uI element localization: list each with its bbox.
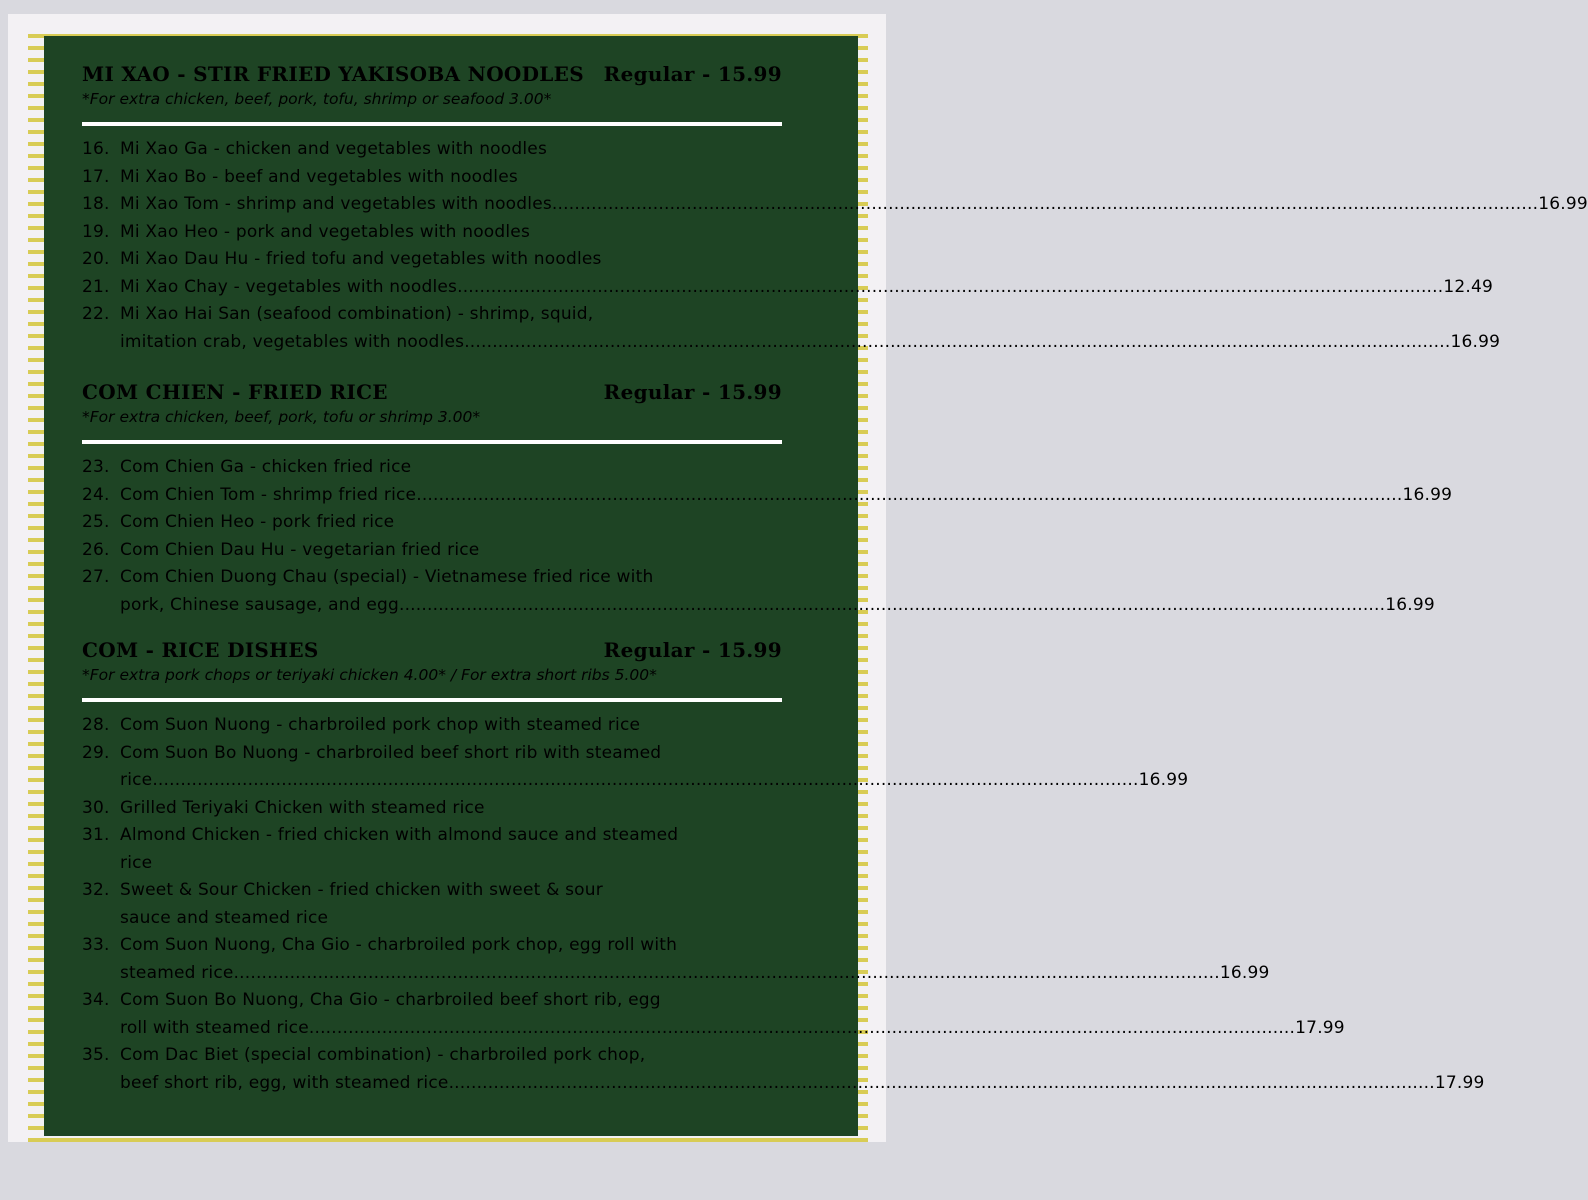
- item-price: 16.99: [1402, 484, 1453, 505]
- item-name: Com Chien Heo - pork fried rice: [120, 512, 395, 532]
- item-description: pork, Chinese sausage, and egg: [120, 594, 399, 615]
- section-header: [82, 638, 782, 662]
- item-price: 12.49: [1443, 276, 1494, 297]
- section-title: MI XAO - STIR FRIED YAKISOBA NOODLES: [82, 62, 584, 86]
- menu-item: [82, 877, 782, 932]
- item-description: Com Dac Biet (special combination) - charbroiled pork chop,: [120, 1045, 646, 1065]
- item-price: 16.99: [1385, 594, 1435, 615]
- item-list: [82, 136, 1588, 356]
- item-number: 34.: [82, 990, 110, 1010]
- item-number: 35.: [82, 1045, 110, 1065]
- section-divider: [82, 440, 782, 444]
- item-name: Mi Xao Tom - shrimp and vegetables with noodles: [120, 194, 552, 214]
- section-note: *For extra chicken, beef, pork, tofu or shrimp 3.00*: [82, 408, 481, 426]
- menu-item: [82, 740, 1189, 795]
- item-number: 32.: [82, 880, 110, 900]
- item-number: 19.: [82, 221, 110, 242]
- section-title: COM - RICE DISHES: [82, 638, 319, 662]
- menu-item: [82, 482, 1453, 510]
- item-number: 33.: [82, 935, 110, 955]
- menu-item: [82, 164, 782, 192]
- item-list: [82, 454, 1453, 619]
- item-description: Mi Xao Hai San (seafood combination) - shrimp, squid,: [120, 304, 594, 324]
- item-price: 16.99: [1219, 962, 1270, 983]
- item-name: Mi Xao Heo - pork and vegetables with noodles: [120, 221, 531, 242]
- menu-item: [82, 136, 782, 164]
- menu-item: [82, 564, 1435, 619]
- item-number: 20.: [82, 249, 110, 269]
- section-header: [82, 62, 782, 86]
- menu-item: [82, 274, 1494, 302]
- item-price: 16.99: [1538, 194, 1588, 214]
- item-price: 17.99: [1434, 1072, 1485, 1093]
- menu-item: [82, 932, 1270, 987]
- item-description: Com Suon Bo Nuong - charbroiled beef short rib with steamed: [120, 742, 662, 763]
- menu-item: [82, 246, 782, 274]
- item-list: [82, 712, 1485, 1097]
- item-number: 29.: [82, 742, 110, 763]
- item-name: Mi Xao Bo - beef and vegetables with noodles: [120, 166, 518, 187]
- item-number: 17.: [82, 166, 110, 187]
- item-price: 17.99: [1295, 1017, 1345, 1038]
- item-price: 16.99: [1138, 770, 1189, 790]
- item-number: 18.: [82, 194, 110, 214]
- item-price: 16.99: [1450, 331, 1501, 352]
- item-number: 28.: [82, 715, 110, 735]
- item-name: Com Chien Ga - chicken fried rice: [120, 457, 412, 477]
- section-com-chien: [82, 380, 1453, 619]
- menu-item: [82, 301, 1501, 356]
- item-description: Almond Chicken - fried chicken with almond sauce and steamed: [120, 825, 679, 845]
- section-header: [82, 380, 782, 404]
- item-number: 26.: [82, 539, 110, 560]
- dot-leader: [449, 1070, 1435, 1098]
- item-number: 25.: [82, 512, 110, 532]
- item-description: Com Chien Duong Chau (special) - Vietnamese fried rice with: [120, 567, 654, 587]
- item-description: sauce and steamed rice: [120, 907, 329, 928]
- item-number: 21.: [82, 276, 110, 297]
- menu-item: [82, 712, 782, 740]
- regular-price: Regular - 15.99: [603, 62, 782, 86]
- menu-item: [82, 987, 1345, 1042]
- item-name: Com Chien Dau Hu - vegetarian fried rice: [120, 539, 480, 560]
- item-description: Com Suon Nuong, Cha Gio - charbroiled pork chop, egg roll with: [120, 935, 678, 955]
- item-description: rice: [120, 852, 153, 873]
- item-description: steamed rice: [120, 962, 234, 983]
- menu-item: [82, 191, 1588, 219]
- section-title: COM CHIEN - FRIED RICE: [82, 380, 388, 404]
- menu-item: [82, 537, 782, 565]
- menu-item: [82, 219, 782, 247]
- section-mi-xao: [82, 62, 1588, 356]
- item-name: Com Suon Nuong - charbroiled pork chop with steamed rice: [120, 715, 641, 735]
- menu-item: [82, 509, 782, 537]
- menu-item: [82, 1042, 1485, 1097]
- menu-item: [82, 454, 782, 482]
- menu-item: [82, 822, 782, 877]
- item-name: Mi Xao Dau Hu - fried tofu and vegetables with noodles: [120, 249, 602, 269]
- section-note: *For extra pork chops or teriyaki chicken 4.00* / For extra short ribs 5.00*: [82, 666, 657, 684]
- item-description: Com Suon Bo Nuong, Cha Gio - charbroiled beef short rib, egg: [120, 990, 661, 1010]
- item-number: 27.: [82, 567, 110, 587]
- item-description: imitation crab, vegetables with noodles: [120, 331, 465, 352]
- section-divider: [82, 122, 782, 126]
- item-name: Mi Xao Chay - vegetables with noodles: [120, 276, 458, 297]
- item-name: Com Chien Tom - shrimp fried rice: [120, 484, 417, 505]
- regular-price: Regular - 15.99: [603, 638, 782, 662]
- item-name: Mi Xao Ga - chicken and vegetables with noodles: [120, 139, 548, 159]
- dot-leader: [416, 482, 1402, 510]
- item-description: beef short rib, egg, with steamed rice: [120, 1072, 449, 1093]
- item-number: 24.: [82, 484, 110, 505]
- item-number: 22.: [82, 304, 110, 324]
- item-number: 16.: [82, 139, 110, 159]
- menu-item: [82, 795, 782, 823]
- dot-leader: [309, 1015, 1295, 1043]
- item-name: Grilled Teriyaki Chicken with steamed rice: [120, 797, 485, 818]
- item-number: 23.: [82, 457, 110, 477]
- item-description: Sweet & Sour Chicken - fried chicken with sweet & sour: [120, 880, 603, 900]
- item-description: roll with steamed rice: [120, 1017, 309, 1038]
- dot-leader: [457, 274, 1443, 302]
- item-number: 30.: [82, 797, 110, 818]
- dot-leader: [552, 191, 1538, 219]
- section-note: *For extra chicken, beef, pork, tofu, shrimp or seafood 3.00*: [82, 90, 552, 108]
- regular-price: Regular - 15.99: [603, 380, 782, 404]
- section-com: [82, 638, 1485, 1097]
- item-number: 31.: [82, 825, 110, 845]
- dot-leader: [399, 592, 1385, 620]
- dot-leader: [464, 329, 1450, 357]
- section-divider: [82, 698, 782, 702]
- item-description: rice: [120, 770, 153, 790]
- dot-leader: [234, 960, 1220, 988]
- dot-leader: [152, 767, 1138, 795]
